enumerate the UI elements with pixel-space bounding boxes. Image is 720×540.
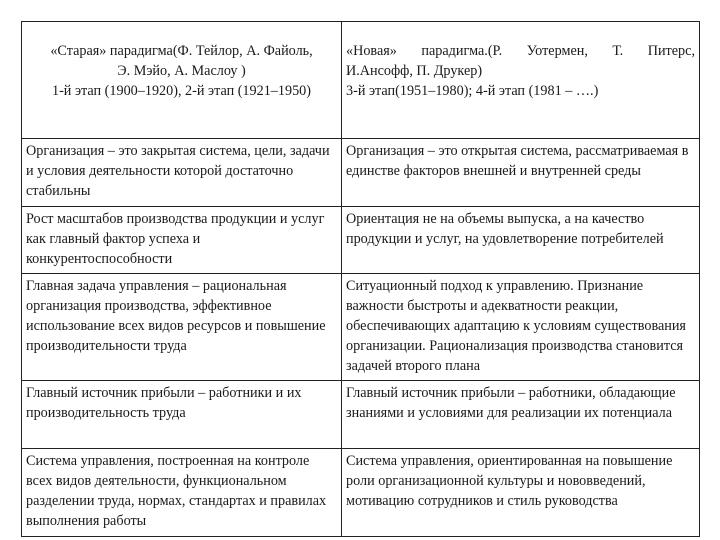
old-paradigm-cell: Главная задача управления – рациональная организация производства, эффективное использование всех видов ресурсов и повышение производительности труда: [22, 273, 342, 380]
old-paradigm-authors: Э. Мэйо, А. Маслоу ): [117, 63, 246, 80]
new-paradigm-cell: Ситуационный подход к управлению. Признание важности быстроты и адекватности реакции, обеспечивающих адаптацию к условиям существования организации. Рационализация производства становится задачей второго плана: [342, 273, 700, 380]
old-paradigm-cell: Система управления, построенная на контроле всех видов деятельности, функциональном разделении труда, нормах, стандартах и правилах выполнения работы: [22, 448, 342, 536]
old-paradigm-title: «Старая» парадигма(Ф. Тейлор, А. Файоль,: [50, 43, 313, 59]
table-row: [22, 273, 700, 380]
old-paradigm-cell: Главный источник прибыли – работники и их производительность труда: [22, 380, 342, 448]
table-row: [22, 207, 700, 274]
new-paradigm-title: «Новая» парадигма.(Р. Уотермен, Т. Питерс,: [346, 43, 695, 59]
old-paradigm-cell: Рост масштабов производства продукции и услуг как главный фактор успеха и конкурентоспособности: [22, 207, 342, 274]
new-paradigm-cell: Система управления, ориентированная на повышение роли организационной культуры и нововведений, мотивацию сотрудников и стиль руководства: [342, 448, 700, 536]
new-paradigm-cell: Главный источник прибыли – работники, обладающие знаниями и условиями для реализации их потенциала: [342, 380, 700, 448]
new-paradigm-cell: Организация – это открытая система, рассматриваемая в единстве факторов внешней и внутренней среды: [342, 139, 700, 207]
new-paradigm-stages: 3-й этап(1951–1980); 4-й этап (1981 – ….): [346, 83, 599, 100]
paradigm-comparison-table: [21, 21, 700, 537]
old-paradigm-header: [22, 22, 342, 139]
new-paradigm-cell: Ориентация не на объемы выпуска, а на качество продукции и услуг, на удовлетворение потребителей: [342, 207, 700, 274]
new-paradigm-authors: И.Ансофф, П. Друкер): [346, 63, 483, 80]
new-paradigm-header: [342, 22, 700, 139]
header-row: [22, 22, 700, 139]
old-paradigm-stages: 1-й этап (1900–1920), 2-й этап (1921–1950): [51, 83, 312, 100]
paradigm-comparison-table-wrap: [21, 21, 699, 537]
old-paradigm-cell: Организация – это закрытая система, цели, задачи и условия деятельности которой достаточно стабильны: [22, 139, 342, 207]
table-row: [22, 139, 700, 207]
table-row: [22, 380, 700, 448]
table-row: [22, 448, 700, 536]
